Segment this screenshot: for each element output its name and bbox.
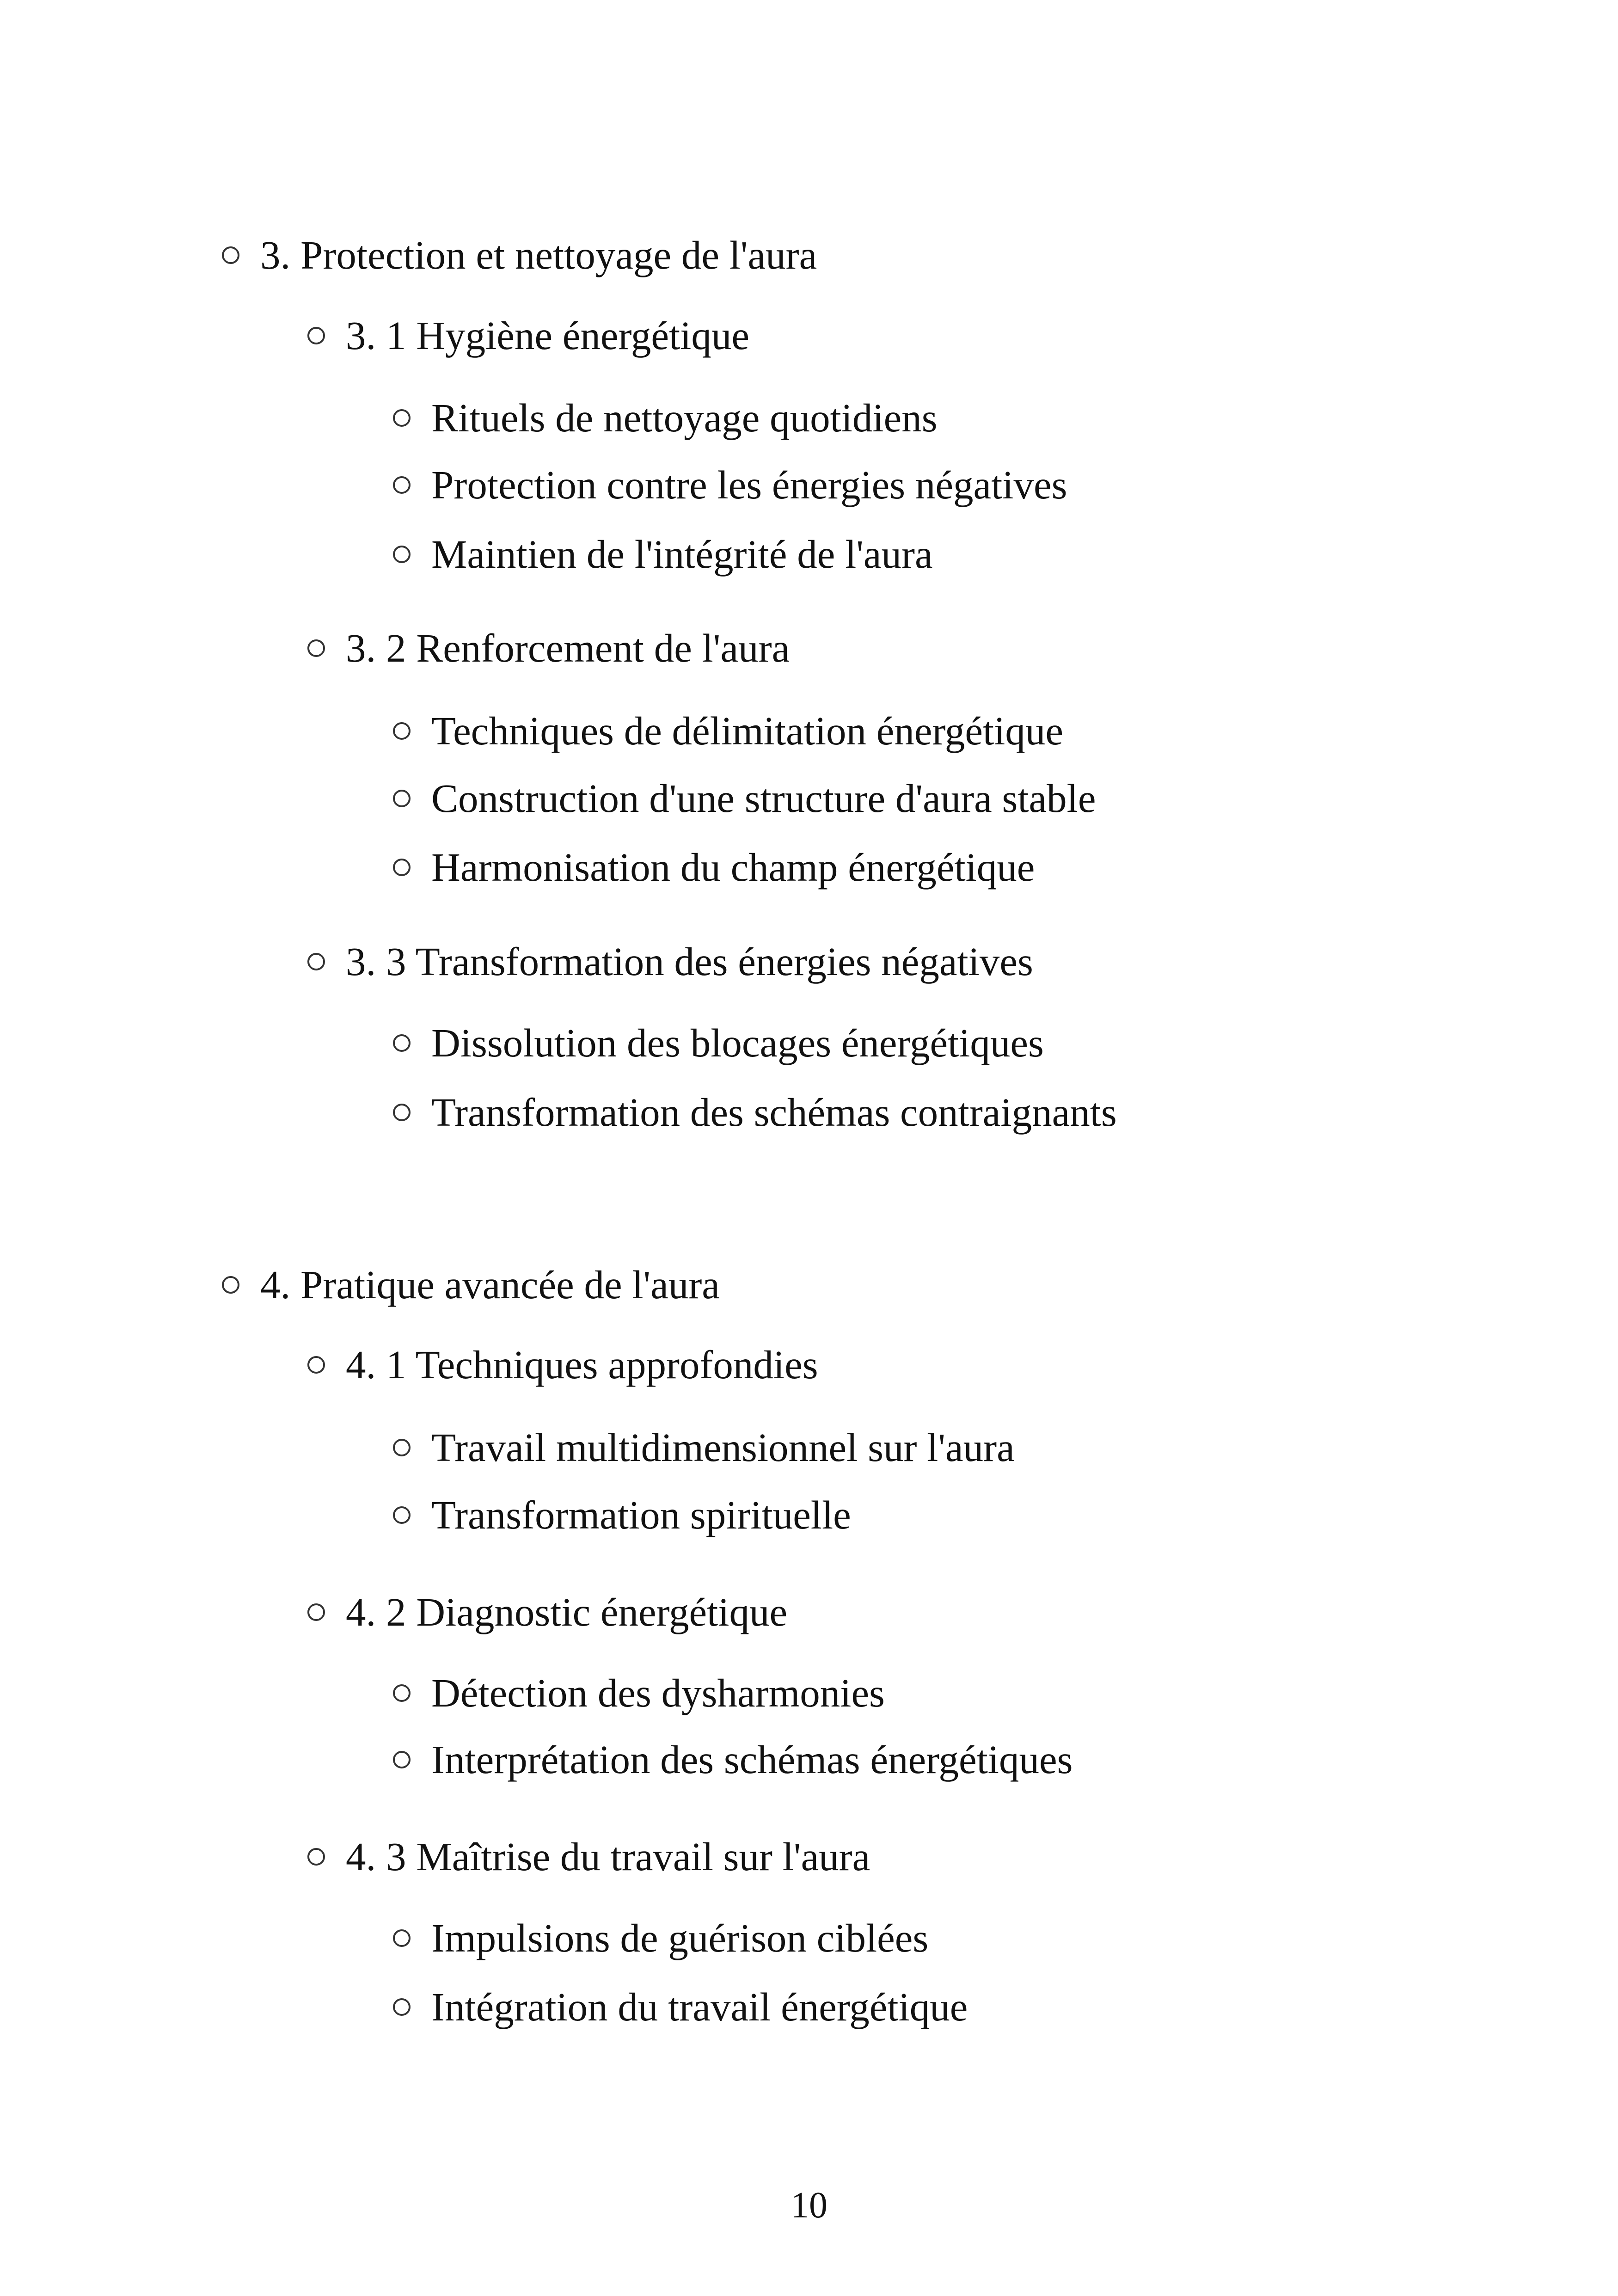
list-item [393, 1425, 1015, 1470]
subsection-heading [307, 628, 790, 668]
hollow-bullet-icon [307, 953, 325, 970]
subsection-heading-text: 4. 2 Diagnostic énergétique [346, 1590, 788, 1634]
list-item [393, 1492, 851, 1537]
list-item [393, 708, 1063, 753]
subsection-heading [307, 1344, 818, 1385]
list-item-text: Protection contre les énergies négatives [431, 462, 1067, 507]
list-item-text: Harmonisation du champ énergétique [431, 845, 1035, 890]
list-item-text: Détection des dysharmonies [431, 1670, 885, 1715]
hollow-bullet-icon [222, 1276, 239, 1294]
hollow-bullet-icon [393, 1506, 411, 1524]
hollow-bullet-icon [393, 859, 411, 876]
list-item-text: Intégration du travail énergétique [431, 1984, 968, 2029]
hollow-bullet-icon [307, 1848, 325, 1866]
hollow-bullet-icon [393, 790, 411, 807]
list-item-text: Transformation des schémas contraignants [431, 1090, 1117, 1135]
subsection-heading [307, 315, 749, 356]
section-heading [222, 1262, 720, 1307]
subsection-heading-text: 4. 3 Maîtrise du travail sur l'aura [346, 1834, 870, 1879]
subsection-heading-text: 3. 3 Transformation des énergies négatives [346, 939, 1033, 984]
subsection-heading [307, 941, 1033, 982]
list-item [393, 1984, 968, 2029]
hollow-bullet-icon [393, 409, 411, 427]
list-item [393, 532, 933, 577]
hollow-bullet-icon [307, 327, 325, 344]
section-heading-text: 3. Protection et nettoyage de l'aura [260, 233, 817, 277]
subsection-heading-text: 3. 1 Hygiène énergétique [346, 313, 749, 358]
list-item-text: Techniques de délimitation énergétique [431, 708, 1063, 753]
list-item [393, 1915, 929, 1960]
list-item [393, 462, 1067, 507]
list-item [393, 1020, 1044, 1065]
hollow-bullet-icon [393, 1684, 411, 1702]
list-item-text: Construction d'une structure d'aura stable [431, 776, 1096, 821]
list-item-text: Maintien de l'intégrité de l'aura [431, 532, 933, 577]
list-item-text: Impulsions de guérison ciblées [431, 1915, 929, 1960]
list-item [393, 395, 938, 440]
list-item-text: Rituels de nettoyage quotidiens [431, 395, 938, 440]
list-item [393, 776, 1096, 821]
hollow-bullet-icon [393, 722, 411, 740]
hollow-bullet-icon [393, 546, 411, 563]
list-item-text: Dissolution des blocages énergétiques [431, 1020, 1044, 1065]
hollow-bullet-icon [393, 1751, 411, 1768]
subsection-heading [307, 1836, 870, 1877]
list-item-text: Transformation spirituelle [431, 1492, 851, 1537]
hollow-bullet-icon [393, 1998, 411, 2016]
hollow-bullet-icon [393, 476, 411, 494]
hollow-bullet-icon [393, 1439, 411, 1456]
list-item [393, 1090, 1117, 1135]
subsection-heading [307, 1592, 787, 1632]
page-number: 10 [791, 2185, 827, 2226]
hollow-bullet-icon [307, 1603, 325, 1621]
list-item [393, 1670, 885, 1715]
hollow-bullet-icon [222, 246, 239, 264]
hollow-bullet-icon [393, 1034, 411, 1052]
hollow-bullet-icon [393, 1929, 411, 1947]
list-item-text: Travail multidimensionnel sur l'aura [431, 1425, 1015, 1470]
subsection-heading-text: 4. 1 Techniques approfondies [346, 1342, 818, 1387]
list-item [393, 845, 1035, 890]
hollow-bullet-icon [393, 1104, 411, 1121]
section-heading [222, 235, 817, 275]
hollow-bullet-icon [307, 639, 325, 657]
list-item [393, 1739, 1073, 1780]
list-item-text: Interprétation des schémas énergétiques [431, 1737, 1073, 1782]
hollow-bullet-icon [307, 1356, 325, 1374]
subsection-heading-text: 3. 2 Renforcement de l'aura [346, 626, 790, 670]
section-heading-text: 4. Pratique avancée de l'aura [260, 1262, 720, 1307]
